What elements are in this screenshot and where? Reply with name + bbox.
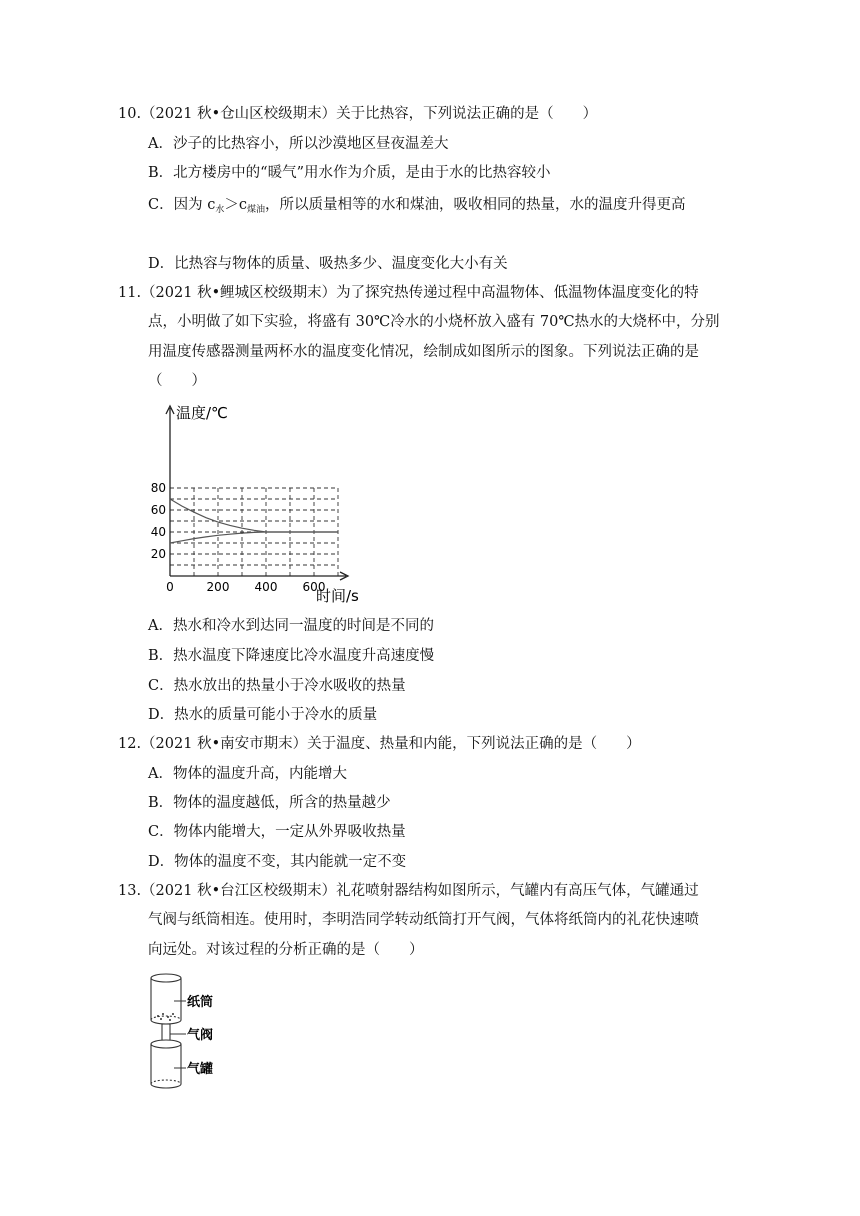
fireworks-dots: [157, 1013, 174, 1021]
y-tick-label: 80: [150, 481, 166, 495]
x-tick-label: 0: [166, 580, 174, 594]
y-tick-label: 60: [150, 503, 166, 517]
q10-stem: 10.（2021 秋•仓山区校级期末）关于比热容，下列说法正确的是（ ）: [118, 106, 598, 122]
q10-option-b: B．北方楼房中的“暖气”用水作为介质，是由于水的比热容较小: [148, 165, 551, 181]
q12-stem: 12.（2021 秋•南安市期末）关于温度、热量和内能，下列说法正确的是（ ）: [118, 736, 641, 752]
q13-stem-line3: 向远处。对该过程的分析正确的是（ ）: [148, 942, 424, 958]
q12-option-d: D．物体的温度不变，其内能就一定不变: [148, 854, 407, 870]
x-tick-label: 200: [206, 580, 230, 594]
label-gas-tank: 气罐: [187, 1062, 214, 1077]
q10-option-c-rest: ，所以质量相等的水和煤油，吸收相同的热量，水的温度升得更高: [264, 197, 686, 213]
q10-option-d: D．比热容与物体的质量、吸热多少、温度变化大小有关: [148, 256, 508, 272]
paper-tube: [151, 974, 181, 1024]
q12-option-b: B．物体的温度越低，所含的热量越少: [148, 795, 391, 811]
q11-option-c: C．热水放出的热量小于冷水吸收的热量: [148, 678, 406, 694]
q11-option-d: D．热水的质量可能小于冷水的质量: [148, 707, 378, 723]
q11-stem-line2: 点，小明做了如下实验，将盛有 30℃冷水的小烧杯放入盛有 70℃热水的大烧杯中，分别: [148, 314, 720, 330]
q11-stem-line3: 用温度传感器测量两杯水的温度变化情况，绘制成如图所示的图象。下列说法正确的是: [148, 344, 699, 360]
q12-option-c: C．物体内能增大，一定从外界吸收热量: [148, 824, 406, 840]
x-tick-label: 600: [302, 580, 326, 594]
y-tick-label: 40: [150, 525, 166, 539]
hot-water-curve: [170, 499, 338, 532]
q10-option-c-sub-water: 水: [215, 205, 225, 215]
y-tick-label: 20: [150, 547, 166, 561]
q11-option-a: A．热水和冷水到达同一温度的时间是不同的: [148, 618, 434, 634]
x-tick-label: 400: [254, 580, 278, 594]
chart-x-axis-label: 时间/s: [316, 587, 359, 605]
q11-option-b: B．热水温度下降速度比冷水温度升高速度慢: [148, 648, 435, 664]
chart-y-axis-label: 温度/℃: [176, 404, 228, 422]
temperature-time-chart: [140, 396, 359, 606]
q10-option-c: [148, 195, 685, 220]
q13-stem-line2: 气阀与纸筒相连。使用时，李明浩同学转动纸筒打开气阀，气体将纸筒内的礼花快速喷: [148, 912, 699, 928]
q11-stem-line1: 11.（2021 秋•鲤城区校级期末）为了探究热传递过程中高温物体、低温物体温度变化的特: [118, 285, 699, 301]
q10-option-a: A．沙子的比热容小，所以沙漠地区昼夜温差大: [148, 136, 449, 152]
label-paper-tube: 纸筒: [187, 995, 214, 1010]
fireworks-launcher-figure: [140, 968, 260, 1096]
label-valve: 气阀: [187, 1028, 214, 1043]
chart-tick-labels: [151, 481, 326, 594]
q11-stem-line4: （ ）: [148, 373, 206, 389]
valve: [162, 1024, 170, 1040]
q10-option-c-prefix: C．因为 c: [148, 197, 216, 213]
gas-tank: [151, 1040, 181, 1088]
q13-stem-line1: 13.（2021 秋•台江区校级期末）礼花喷射器结构如图所示，气罐内有高压气体，气罐通过: [118, 883, 699, 899]
q10-option-c-gt: ＞c: [224, 197, 247, 213]
q12-option-a: A．物体的温度升高，内能增大: [148, 766, 347, 782]
q10-option-c-sub-kerosene: 煤油: [246, 205, 265, 215]
cold-water-curve: [170, 532, 338, 543]
